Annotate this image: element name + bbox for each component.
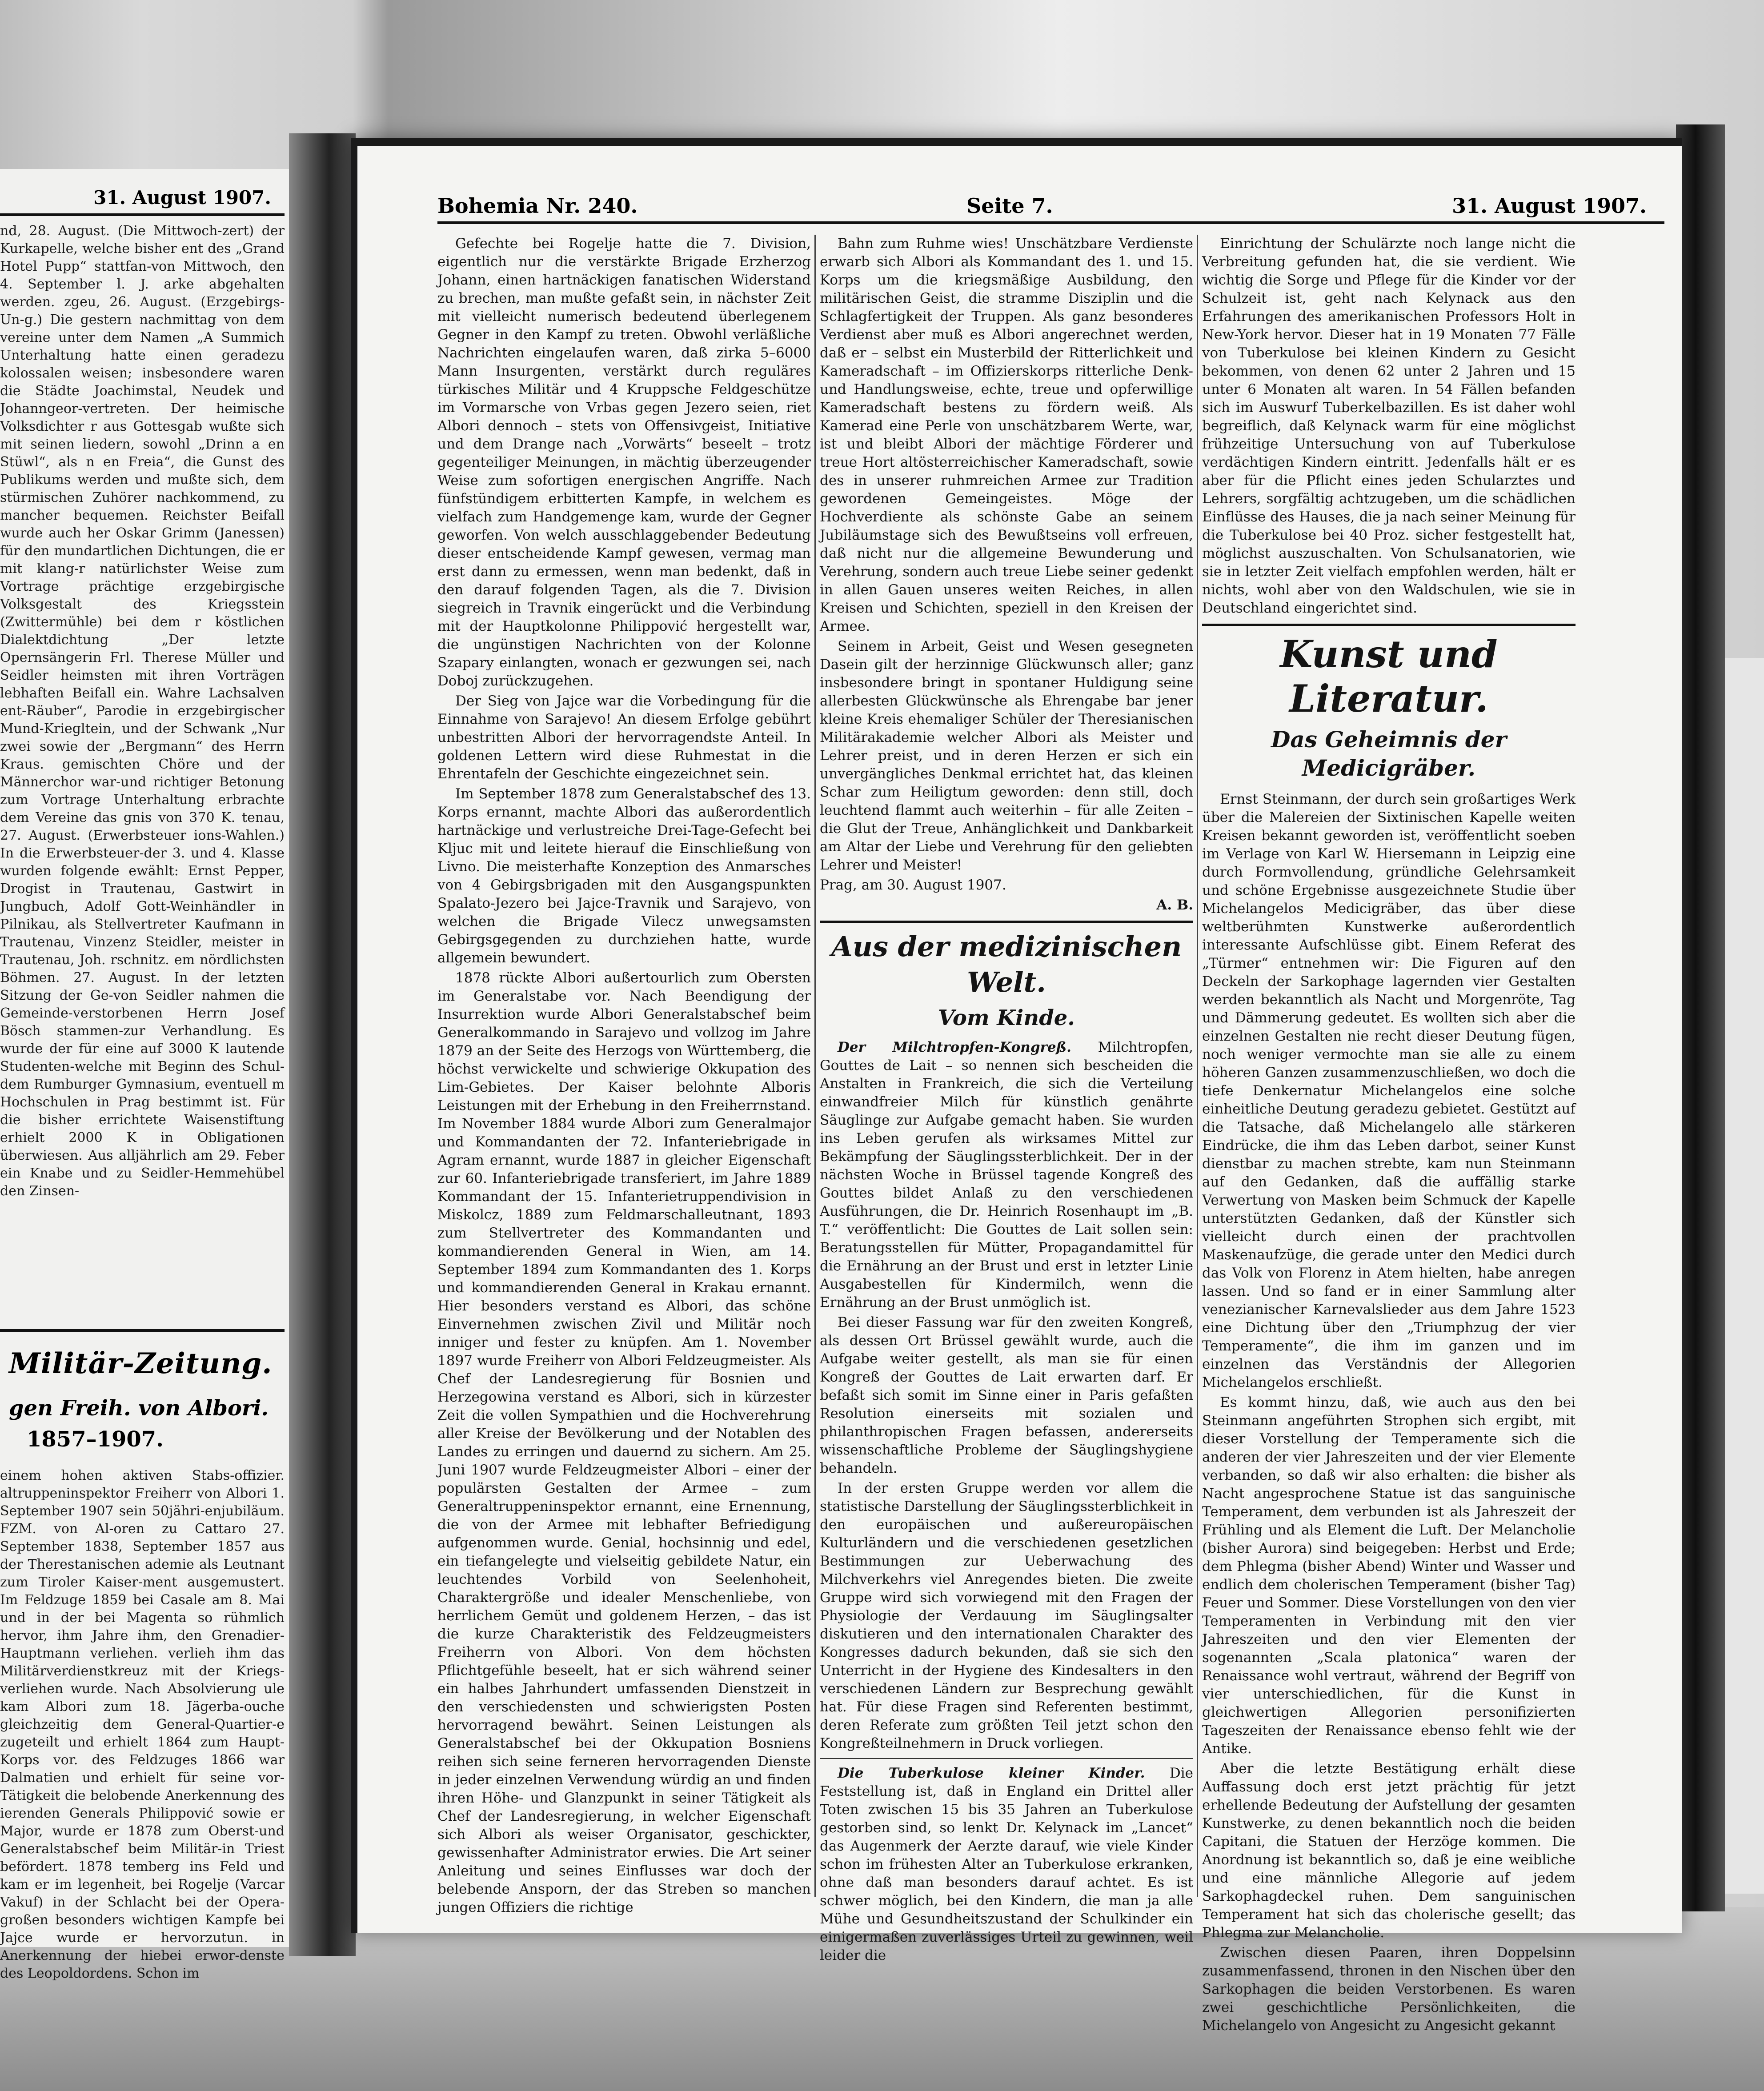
paragraph: Zwischen diesen Paaren, ihren Doppelsinn zusammenfassend, thronen in den Nischen über den Sarkophagen die beiden Verstorbenen. Es waren zwei geschichtliche Persönlichkeiten, die Michelangelo von Angesicht zu Angesicht gekannt (1202, 1945, 1576, 2034)
left-page-date: 31. August 1907. (93, 187, 271, 208)
paragraph-text: Die Feststellung ist, daß in England ein Drittel aller Toten zwischen 15 bis 35 Jahren an Tuberkulose gestorben sind, so lenkt Dr. Kelynack im „Lancet“ das Augenmerk der Aerzte darauf, wie viele Kinder schon im frühesten Alter an Tuberkulose erkranken, ohne daß man besonders darauf achtet. Es ist schwer möglich, bei den Kindern, die man ja alle Mühe und Gesundheitszustand der Schulkinder ein einigermaßen zuverlässiges Urteil zu gewinnen, weil leider die (820, 1765, 1193, 1963)
military-section-subtitle: gen Freih. von Albori. (9, 1396, 269, 1421)
paragraph: Einrichtung der Schulärzte noch lange nicht die Verbreitung gefunden hat, die sie verdient. Wie wichtig die Sorge und Pflege für die Kinder vor der Schulzeit ist, geht nach Kelynack aus den Erfahrungen des amerikanischen Professors Holt in New-York hervor. Dieser hat in 19 Monaten 77 Fälle von Tuberkulose bei kleinen Kindern zu Gesicht bekommen, von denen 62 unter 2 Jahren und 15 unter 6 Monaten alt waren. In 54 Fällen befanden sich im Auswurf Tuberkelbazillen. Es ist daher wohl begreiflich, daß Kelynack warm für eine möglichst frühzeitige Untersuchung von auf Tuberkulose verdächtigen Kindern eintritt. Jedenfalls hält er es aber für die Pflicht eines jeden Schularztes und Lehrers, sorgfältig achtzugeben, um die schädlichen Einflüsse des Hauses, die ja nach seiner Meinung für die Tuberkulose bei 40 Proz. sicher festgestellt hat, möglichst auszuschalten. Von Schulsanatorien, wie sie in letzter Zeit vielfach empfohlen werden, hält er nichts, wohl aber von den Waldschulen, wie sie in Deutschland eingerichtet sind. (1202, 236, 1576, 616)
paragraph: Im September 1878 zum Generalstabschef des 13. Korps ernannt, machte Albori das außerordentlich hartnäckige und verlustreiche Drei-Tage-Gefecht bei Kljuc mit und leitete hierauf die Einschließung von Livno. Die meisterhafte Konzeption des Anmarsches von 4 Gebirgsbrigaden mit den Ausgangspunkten Spalato-Jezero bei Jajce-Travnik und Sarajevo, von welchen die Brigade Vilecz unwegsamsten Gebirgsgegenden zu durchziehen hatte, wurde allgemein bewundert. (437, 786, 811, 966)
left-page (0, 169, 292, 1981)
paragraph: Es kommt hinzu, daß, wie auch aus den bei Steinmann angeführten Strophen sich ergibt, mit dieser Vorstellung der Temperamente sich die anderen der vier Jahreszeiten und der vier Elemente verbanden, so daß wir also erhalten: die bisher als Nacht angesprochene Statue ist das sanguinische Temperament, dem verbunden ist als Jahreszeit der Frühling und als Element die Luft. Der Melancholie (bisher Aurora) sind beigegeben: Herbst und Erde; dem Phlegma (bisher Abend) Winter und Wasser und endlich dem cholerischen Temperament (bisher Tag) Feuer und Sommer. Diese Vorstellungen von den vier Temperamenten in Verbindung mit den vier Jahreszeiten und den vier Elementen der sogenannten „Scala platonica“ waren der Renaissance wohl vertraut, während der Begriff von vier unterschiedlichen, für die Kunst in gleichwertigen Allegorien personifizierten Tageszeiten der Renaissance ebenso fehlt wie der Antike. (1202, 1394, 1576, 1757)
author-signature: A. B. (1156, 897, 1193, 913)
article-milchtropfen (820, 1038, 1193, 1312)
section-divider (1202, 624, 1576, 626)
dateline: Prag, am 30. August 1907. (820, 877, 1006, 893)
left-page-rule (0, 1329, 285, 1332)
paragraph: Ernst Steinmann, der durch sein großartiges Werk über die Malereien der Sixtinischen Kapelle weiten Kreisen bekannt geworden ist, veröffentlicht soeben im Verlage von Karl W. Hiersemann in Leipzig eine durch Formvollendung, gründliche Gelehrsamkeit und schöne Ergebnisse ausgezeichnete Studie über Michelangelos Medicigräber, das über diese weltberühmten Kunstwerke außerordentlich interessante Aufschlüsse gibt. Einem Referat des „Türmer“ entnehmen wir: Die Figuren auf den Deckeln der Sarkophage lagernden vier Gestalten werden bekanntlich als Nacht und Morgenröte, Tag und Dämmerung gedeutet. Es wollten sich aber die einzelnen Gestalten nie recht dieser Deutung fügen, noch weniger vermochte man sie alle zu einem höheren Ganzen zusammenzuschließen, wo doch die tiefe Denkernatur Michelangelos eine solche einheitliche Deutung geradezu gebietet. Gestützt auf die Tatsache, daß Michelangelo alle stärkeren Eindrücke, die ihm das Leben darbot, seiner Kunst dienstbar zu machen strebte, kam nun Steinmann auf den Gedanken, daß die auffällig starke Verwertung von Masken beim Schmuck der Kapelle unterstützten Gedanken, daß der Künstler sich vielleicht durch einen der prachtvollen Maskenaufzüge, die gerade unter den Medici durch das Volk von Florenz in Atem hielten, habe anregen lassen. Und so fand er in einer Sammlung alter venezianischer Karnevalslieder aus dem Jahre 1523 eine Dichtung über den „Triumphzug der vier Temperamente“, die ihm im ganzen und im einzelnen das Verständnis der Allegorien Michelangelos erschließt. (1202, 791, 1576, 1390)
column-rule (814, 235, 816, 1897)
section-divider (820, 921, 1193, 923)
section-title-art: Kunst und Literatur. (1280, 632, 1498, 721)
column-2 (820, 235, 1193, 1963)
runin-heading: Die Tuberkulose kleiner Kinder. (838, 1765, 1145, 1781)
newspaper-page (351, 138, 1682, 2034)
article-divider (820, 1758, 1193, 1759)
column-rule (1197, 235, 1198, 1897)
paragraph: Der Sieg von Jajce war die Vorbedingung für die Einnahme von Sarajevo! An diesem Erfolge gebührt unbestritten Albori der hervorragendste Anteil. In goldenen Lettern wird diese Ruhmestat in die Ehrentafeln der Geschichte eingezeichnet sein. (437, 693, 811, 782)
masthead (437, 190, 1664, 224)
column-3 (1202, 235, 1576, 2034)
paragraph: Bahn zum Ruhme wies! Unschätzbare Verdienste erwarb sich Albori als Kommandant des 1. und 15. Korps um die kriegsmäßige Ausbildung, den militärischen Geist, die stramme Disziplin und die Schlagfertigkeit der Truppen. Als ganz besonderes Verdienst aber muß es Albori angerechnet werden, daß er – selbst ein Musterbild der Ritterlichkeit und Kameradschaft – im Offizierskorps ritterliche Denk- und Handlungsweise, echte, treue und opferwillige Kameradschaft bestens zu fördern weiß. Als Kamerad eine Perle von unschätzbarem Werte, war, ist und bleibt Albori der mächtige Förderer und treue Hort altösterreichischer Kameradschaft, sowie des in unserer ruhmreichen Armee zur Tradition gewordenen Gemeingeistes. Möge der Hochverdiente als schönste Gabe an seinem Jubiläumstage sich des Bewußtseins voll erfreuen, daß nicht nur die allgemeine Bewunderung und Verehrung, sondern auch treue Liebe seiner gedenkt in allen Gauen unseres weiten Reiches, in allen Kreisen und Schichten, speziell in den Kreisen der Armee. (820, 236, 1193, 634)
military-section-title: Militär-Zeitung. (9, 1347, 273, 1380)
paragraph: Gefechte bei Rogelje hatte die 7. Division, eigentlich nur die verstärkte Brigade Erzherzog Johann, einen hartnäckigen fanatischen Widerstand zu brechen, man mußte gefaßt sein, in nächster Zeit mit vielleicht numerisch bedeutend überlegenem Gegner in den Kampf zu treten. Obwohl verläßliche Nachrichten eingelaufen waren, daß zirka 5–6000 Mann Insurgenten, verstärkt durch reguläres türkisches Militär und 4 Kruppsche Feldgeschütze im Vormarsche von Vrbas gegen Jezero seien, riet Albori dennoch – stets von Offensivgeist, Initiative und dem Drange nach „Vorwärts“ beseelt – trotz gegenteiliger Meinungen, in mächtig überzeugender Weise zum sofortigen energischen Angriffe. Nach fünfstündigem erbitterten Kampfe, in welchem es vielfach zum Handgemenge kam, wurde der Gegner geworfen. Von welch ausschlaggebender Bedeutung dieser entscheidende Kampf gewesen, vermag man erst dann zu ermessen, wenn man bedenkt, daß in den darauf folgenden Tagen, als die 7. Division siegreich in Travnik eingerückt und die Verbindung mit der Hauptkolonne Philippović hergestellt war, die ungünstigen Nachrichten von der Kolonne Szapary einlangten, wonach er gezwungen sei, nach Doboj zurückzugehen. (437, 236, 811, 689)
paragraph-text: Milchtropfen, Gouttes de Lait – so nennen sich bescheiden die Anstalten in Frankreich, die sich die Verteilung einwandfreier Milch für künstlich genährte Säuglinge zur Aufgabe gemacht haben. Sie wurden ins Leben gerufen als wirksames Mittel zur Bekämpfung der Säuglingssterblichkeit. Der in der nächsten Woche in Brüssel tagende Kongreß des Gouttes bildet Anlaß zu den verschiedenen Ausführungen, die Dr. Heinrich Rosenhaupt im „B. T.“ veröffentlicht: Die Gouttes de Lait sollen sein: Beratungsstellen für Mütter, Propagandamittel für die Ernährung an der Brust und erst in letzter Linie Ausgabestellen für Kindermilch, wenn die Ernährung an der Brust unmöglich ist. (820, 1039, 1193, 1310)
military-section-years: 1857–1907. (27, 1427, 164, 1452)
masthead-paper-name: Bohemia Nr. 240. (437, 194, 638, 218)
section-subtitle-child: Vom Kinde. (938, 1005, 1075, 1030)
paragraph: Bei dieser Fassung war für den zweiten Kongreß, als dessen Ort Brüssel gewählt wurde, auch die Aufgabe weiter gestellt, als man sie für einen Kongreß der Gouttes de Lait erwarten darf. Er befaßt sich somit im Sinne einer in Paris gefaßten Resolution einerseits mit sozialen und philanthropischen Fragen befassen, andererseits wissenschaftliche Probleme der Säuglingshygiene behandeln. (820, 1314, 1193, 1476)
left-page-text-top: nd, 28. August. (Die Mittwoch-zert) der Kurkapelle, welche bisher ent des „Grand Hotel Pupp“ stattfan-von Mittwoch, den 4. September l. J. arke abgehalten werden. zgeu, 26. August. (Erzgebirgs-Un-g.) Die gestern nachmittag von dem vereine unter dem Namen „A Summich Unterhaltung hatte einen geradezu kolossalen weisen; insbesondere waren die Städte Joachimstal, Neudek und Johanngeor-vertreten. Der heimische Volksdichter r aus Gottesgab wußte sich mit seinen liedern, sowohl „Drinn a en Stüwl“, als n en Freia“, die Gunst des Publikums werden und mußte sich, dem stürmischen Zuhörer nachkommend, zu mancher bequemen. Reichster Beifall wurde auch her Oskar Grimm (Janessen) für den mundartlichen Dichtungen, die er mit klang-r natürlichster Weise zum Vortrage prächtige erzgebirgische Volksgestalt des Kriegsstein (Zwittermühle) bei dem r köstlichen Dialektdichtung „Der letzte Opernsängerin Frl. Therese Müller und Seidler heimsten mit ihren Vorträgen lebhaften Beifall ein. Wahre Lachsalven ent-Räuber“, Parodie in erzgebirgischer Mund-Kriegltein, und der Schwank „Nur zwei sowie der „Bergmann“ des Herrn Kraus. gemischten Chöre und der Männerchor war-und richtiger Betonung zum Vortrage Unterhaltung erbrachte dem Vereine das gnis von 370 K. tenau, 27. August. (Erwerbsteuer ions-Wahlen.) In die Erwerbsteuer-der 3. und 4. Klasse wurden folgende ewählt: Ernst Pepper, Drogist in Trautenau, Gastwirt in Jungbuch, Adolf Gott-Weinhändler in Pilnikau, als Stellvertreter Kaufmann in Trautenau, Vinzenz Steidler, meister in Trautenau, Joh. rschnitz. em nördlichsten Böhmen. 27. August. In der letzten Sitzung der Ge-von Seidler nahmen die Gemeinde-verstorbenen Herrn Josef Bösch stammen-zur Verhandlung. Es wurde der für eine auf 3000 K lautende Studenten-welche mit Beginn des Schul-dem Rumburger Gymnasium, eventuell m Hochschulen in Prag bestimmt ist. Für die bisher errichtete Waisenstiftung erhielt 2000 K in Obligationen überwiesen. Aus alljährlich am 29. Feber ein Knabe und zu Seidler-Hemmehübel den Zinsen- (0, 223, 285, 1199)
column-1 (437, 235, 811, 1915)
paragraph: Aber die letzte Bestätigung erhält diese Auffassung doch erst jetzt prächtig für jetzt erhellende Bedeutung der Aufstellung der gesamten Kunstwerke, zu denen bekanntlich noch die beiden Capitani, die Statuen der Herzöge kommen. Die Anordnung ist bekanntlich so, daß je eine weibliche und eine männliche Allegorie auf jedem Sarkophagdeckel ruhen. Dem sanguinischen Temperament hat sich das cholerische gesellt; das Phlegma zur Melancholie. (1202, 1761, 1576, 1941)
left-page-header (0, 182, 285, 216)
paragraph: 1878 rückte Albori außertourlich zum Obersten im Generalstabe vor. Nach Beendigung der Insurrektion wurde Albori Generalstabschef beim Generalkommando in Sarajevo und vollzog im Jahre 1879 an der Seite des Herzogs von Württemberg, die höchst verwickelte und schwierige Okkupation des Lim-Gebietes. Der Kaiser belohnte Alboris Leistungen mit der Erhebung in den Freiherrnstand. Im November 1884 wurde Albori zum Generalmajor und Kommandanten der 72. Infanteriebrigade in Agram ernannt, wurde 1887 in gleicher Eigenschaft zur 60. Infanteriebrigade transferiert, im Jahre 1889 Kommandant der 15. Infanterietruppendivision in Miskolcz, 1889 zum Feldmarschalleutnant, 1893 zum Stellvertreter des Kommandanten und kommandierenden General in Wien, am 14. September 1894 zum Kommandanten des 1. Korps und kommandierenden General in Krakau ernannt. Hier besonders verstand es Albori, das schöne Einvernehmen zwischen Zivil und Militär noch inniger und fester zu knüpfen. Am 1. November 1897 wurde Freiherr von Albori Feldzeugmeister. Als Chef der Landesregierung für Bosnien und Herzegowina verstand es Albori, sich in kürzester Zeit die vollen Sympathien und die Hochverehrung aller Kreise der Bevölkerung und der Notablen des Landes zu erringen und dauernd zu sichern. Am 25. Juni 1907 wurde Feldzeugmeister Albori – einer der populärsten Gestalten der Armee – zum Generaltruppeninspektor ernannt, eine Ernennung, die von der Armee mit lebhafter Befriedigung aufgenommen wurde. Genial, hochsinnig und edel, ein tiefangelegte und vielseitig gebildete Natur, ein leuchtendes Vorbild von Seelenhoheit, Charaktergröße und idealer Menschenliebe, von herrlichem Gemüt und goldenem Herzen, – das ist die kurze Charakteristik des Feldzeugmeisters Freiherrn von Albori. Von dem höchsten Pflichtgefühle beseelt, hat er sich während seiner ein halbes Jahrhundert umfassenden Dienstzeit in den verschiedensten und schwierigsten Posten hervorragend bewährt. Seinen Leistungen als Generalstabschef bei der Okkupation Bosniens reihen sich seine ferneren hervorragenden Dienste in jeder einzelnen Verwendung würdig an und finden ihren Höhe- und Glanzpunkt in seiner Tätigkeit als Chef der Landesregierung, in welcher Eigenschaft sich Albori als weiser Organisator, geschickter, gewissenhafter Administrator erwies. Die Art seiner Anleitung und seines Einflusses war doch der belebende Ansporn, der das Streben so manchen jungen Offiziers die richtige (437, 970, 811, 1915)
paragraph: In der ersten Gruppe werden vor allem die statistische Darstellung der Säuglingssterblichkeit in den europäischen und außereuropäischen Kulturländern und die verschiedenen gesetzlichen Bestimmungen zur Ueberwachung des Milchverkehrs viel Anregendes bieten. Die zweite Gruppe wird sich vorwiegend mit den Fragen der Physiologie der Verdauung im Säuglingsalter diskutieren und den internationalen Charakter des Kongresses dadurch bekunden, daß sie sich den Unterricht in der Hygiene des Kindesalters in den verschiedenen Ländern zur Besprechung gewählt hat. Für diese Fragen sind Referenten bestimmt, deren Referate zum größten Teil jetzt schon den Kongreßteilnehmern in Druck vorliegen. (820, 1480, 1193, 1751)
article-tuberkulose (820, 1764, 1193, 1965)
section-title-medical: Aus der medizinischen Welt. (831, 930, 1182, 998)
paragraph: Seinem in Arbeit, Geist und Wesen gesegneten Dasein gilt der herzinnige Glückwunsch aller; ganz insbesondere bringt in spontaner Huldigung seine allerbesten Glückwünsche als Ehrengabe bar jener kleine Kreis ehemaliger Schüler der Theresianischen Militärakademie welcher Albori als Meister und Lehrer preist, und in deren Herzen er sich ein unvergängliches Denkmal errichtet hat, das kleinen Schar zum Heiligtum geworden: denn still, doch leuchtend flammt auch weiterhin – für alle Zeiten – die Glut der Treue, Anhänglichkeit und Dankbarkeit am Altar der Liebe und Verehrung für den geliebten Lehrer und Meister! (820, 638, 1193, 873)
book-fold-shadow (289, 133, 356, 1956)
masthead-date: 31. August 1907. (1452, 194, 1647, 218)
runin-heading: Der Milchtropfen-Kongreß. (838, 1039, 1071, 1055)
scan-right-paper-edge (1725, 658, 1764, 1894)
book-right-edge (1676, 124, 1725, 1911)
masthead-page-number: Seite 7. (966, 194, 1053, 218)
left-page-text-bottom: einem hohen aktiven Stabs-offizier. altruppeninspektor Freiherr von Albori 1. September 1907 sein 50jähri-enjubiläum. FZM. von Al-oren zu Cattaro 27. September 1838, September 1857 aus der Therestanischen ademie als Leutnant zum Tiroler Kaiser-ment ausgemustert. Im Feldzuge 1859 bei Casale am 8. Mai und in der bei Magenta so rühmlich hervor, ihm Jahre ihm, den Grenadier-Hauptmann verliehen. verlieh ihm das Militärverdienstkreuz mit der Kriegs-verliehen wurde. Nach Absolvierung ule kam Albori zum 18. Jägerba-ouche gleichzeitig dem General-Quartier-e zugeteilt und erhielt 1864 zum Haupt-Korps vor. des Feldzuges 1866 war Dalmatien und erhielt für seine vor-Tätigkeit die belobende Anerkennung des ierenden Generals Philippović sowie er Major, wurde er 1878 zum Oberst-und Generalstabschef beim Militär-in Triest befördert. 1878 temberg ins Feld und kam er im legenheit, bei Rogelje (Varcar Vakuf) in der Schlacht bei der Opera-großen besonders wichtigen Kampfe bei Jajce wurde er hervorzutun. in Anerkennung der hiebei erwor-denste des Leopoldordens. Schon im (0, 1468, 285, 1981)
section-subtitle-medici: Das Geheimnis der Medicigräber. (1271, 726, 1507, 781)
